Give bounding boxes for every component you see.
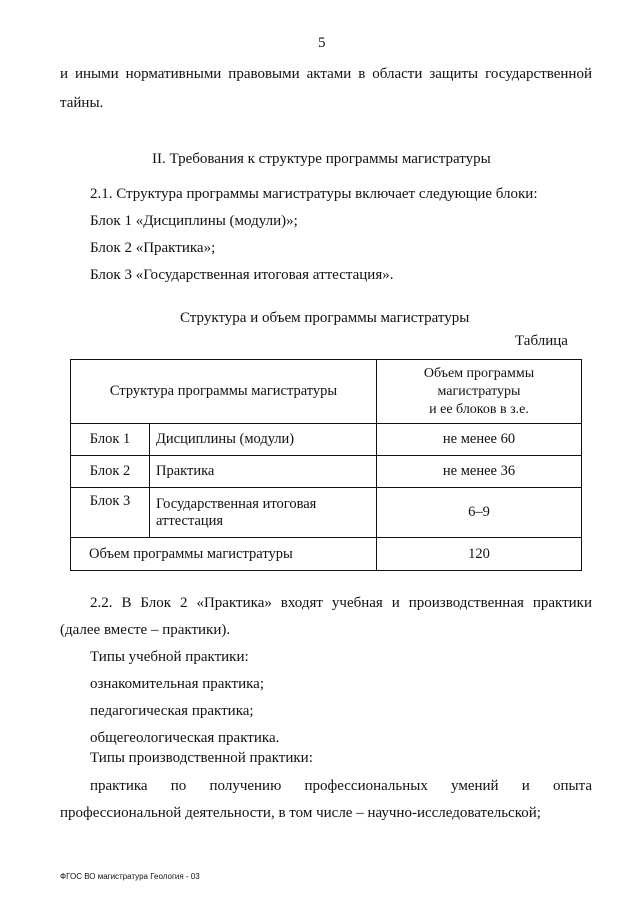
block-cell: Блок 1 <box>71 424 150 456</box>
block-volume-cell: не менее 36 <box>377 456 582 488</box>
prod-line-2: профессиональной деятельности, в том числе – научно-исследовательской; <box>60 805 541 821</box>
block-volume-cell: не менее 60 <box>377 424 582 456</box>
section-title: II. Требования к структуре программы магистратуры <box>152 151 491 167</box>
structure-table <box>70 359 582 571</box>
header-volume <box>377 360 582 424</box>
block-name-line-2: аттестация <box>156 512 224 529</box>
prod-types-heading: Типы производственной практики: <box>90 750 313 766</box>
table-total-row <box>71 538 582 571</box>
table-header-row <box>71 360 582 424</box>
total-value-cell: 120 <box>377 538 582 571</box>
block-name-cell <box>150 488 377 538</box>
edu-type-item: общегеологическая практика. <box>90 730 280 746</box>
footer-text: ФГОС ВО магистратура Геология - 03 <box>60 872 200 881</box>
table-row <box>71 488 582 538</box>
edu-types-heading: Типы учебной практики: <box>90 649 249 665</box>
prod-line-1: практика по получению профессиональных умений и опыта <box>90 778 592 794</box>
block-name-cell: Дисциплины (модули) <box>150 424 377 456</box>
p22-line-1: 2.2. В Блок 2 «Практика» входят учебная и производственная практики <box>90 595 592 611</box>
edu-type-item: педагогическая практика; <box>90 703 254 719</box>
header-structure: Структура программы магистратуры <box>71 360 377 424</box>
header-volume-line-3: и ее блоков в з.е. <box>429 401 529 417</box>
p22-line-2: (далее вместе – практики). <box>60 622 231 638</box>
block3-item: Блок 3 «Государственная итоговая аттестация». <box>90 267 394 283</box>
block2-item: Блок 2 «Практика»; <box>90 240 216 256</box>
block-cell: Блок 3 <box>71 488 150 538</box>
edu-type-item: ознакомительная практика; <box>90 676 264 692</box>
table-title: Структура и объем программы магистратуры <box>180 310 470 326</box>
header-volume-line-1: Объем программы <box>423 365 535 381</box>
total-label-cell: Объем программы магистратуры <box>71 538 377 571</box>
table-row <box>71 424 582 456</box>
intro-line-1: и иными нормативными правовыми актами в области защиты государственной <box>60 66 592 82</box>
block-name-cell: Практика <box>150 456 377 488</box>
block-name-line-1: Государственная итоговая <box>156 495 317 512</box>
intro-line-2: тайны. <box>60 95 104 111</box>
header-volume-line-2: магистратуры <box>437 383 521 399</box>
block1-item: Блок 1 «Дисциплины (модули)»; <box>90 213 298 229</box>
block-volume-cell: 6–9 <box>377 488 582 538</box>
page-number: 5 <box>318 35 326 51</box>
table-label: Таблица <box>515 333 568 349</box>
p21-lead: 2.1. Структура программы магистратуры включает следующие блоки: <box>90 186 538 202</box>
table-row <box>71 456 582 488</box>
block-cell: Блок 2 <box>71 456 150 488</box>
